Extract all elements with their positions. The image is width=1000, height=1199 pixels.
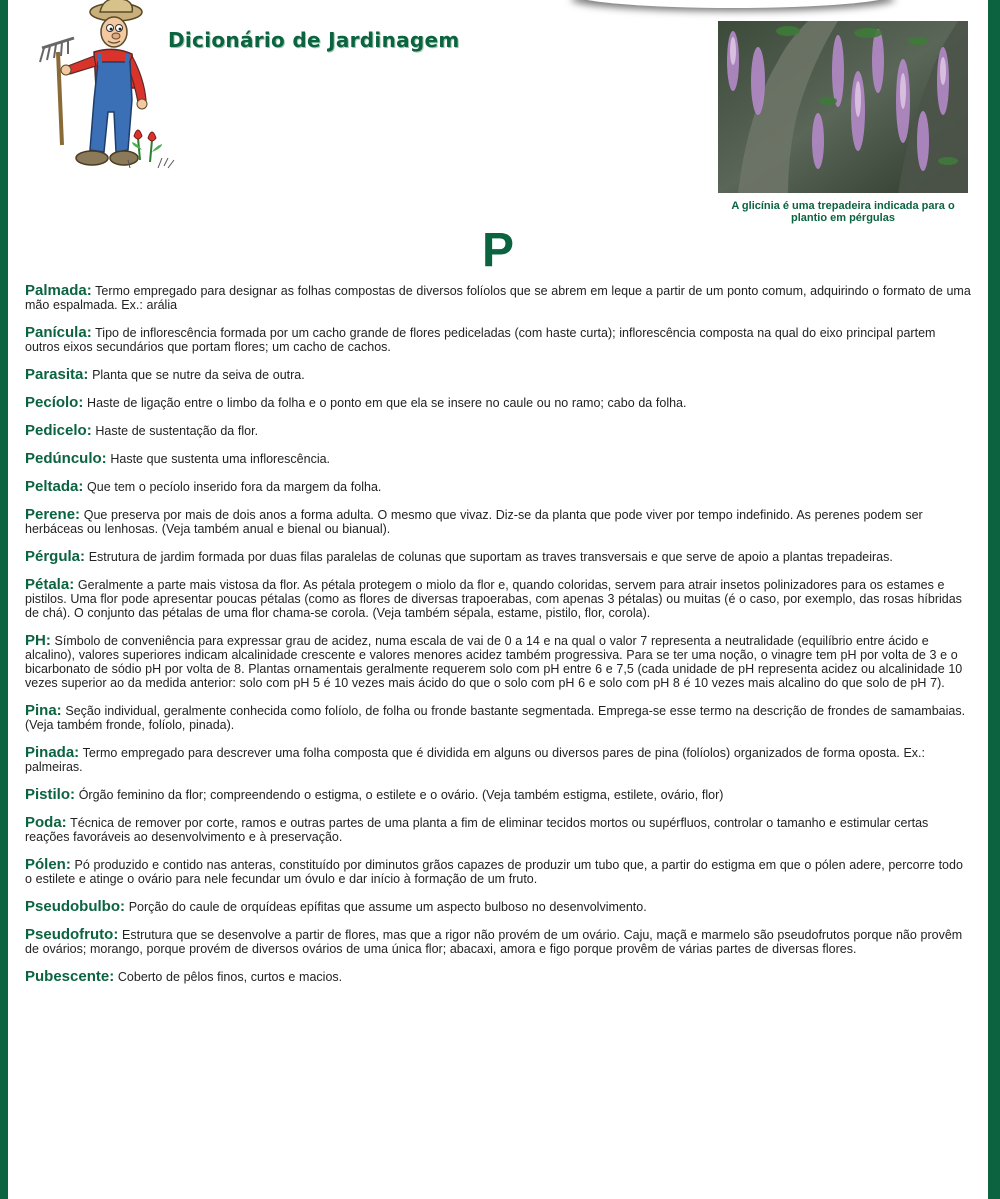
glossary-entry [25, 746, 971, 774]
glossary-entry [25, 816, 971, 844]
glossary-term: Parasita: [25, 366, 89, 383]
glossary-term: Panícula: [25, 324, 92, 341]
glossary-entry [25, 424, 971, 438]
glossary-definition: Haste de sustentação da flor. [95, 424, 259, 438]
glossary-term: Peltada: [25, 478, 84, 495]
glossary-term: Perene: [25, 506, 81, 523]
glossary-term: Pedicelo: [25, 422, 92, 439]
glossary-definition: Estrutura que se desenvolve a partir de flores, mas que a rigor não provém de um ovário. Caju, maçã e marmelo são pseudofrutos porque não provêm de ovários; morango, porque provém de diversos ovários de uma única flor; abacaxi, amora e figo porque provêm de várias partes de diversas flores. [25, 928, 963, 956]
glossary-definition: Que preserva por mais de dois anos a forma adulta. O mesmo que vivaz. Diz-se da planta que pode viver por tempo indefinido. As perenes podem ser herbáceas ou lenhosas. (Veja também anual e bienal ou bianual). [25, 508, 923, 536]
glossary-term: Pólen: [25, 856, 71, 873]
glossary-definition: Termo empregado para designar as folhas compostas de diversos folíolos que se abrem em leque a partir de um ponto comum, adquirindo o formato de uma mão espalmada. Ex.: arália [25, 284, 971, 312]
glossary-definition: Haste de ligação entre o limbo da folha e o ponto em que ela se insere no caule ou no ramo; cabo da folha. [87, 396, 687, 410]
glossary-entry [25, 928, 971, 956]
glossary-entry [25, 550, 971, 564]
glossary-term: PH: [25, 632, 51, 649]
glossary-term: Pseudofruto: [25, 926, 119, 943]
glossary-definition: Haste que sustenta uma inflorescência. [110, 452, 331, 466]
glossary-entry [25, 368, 971, 382]
glossary-entry [25, 970, 971, 984]
glossary-entry [25, 634, 971, 690]
glossary-term: Pétala: [25, 576, 75, 593]
wisteria-photo [718, 21, 968, 193]
glossary-term: Pecíolo: [25, 394, 84, 411]
glossary-definition: Órgão feminino da flor; compreendendo o estigma, o estilete e o ovário. (Veja também estigma, estilete, ovário, flor) [78, 788, 724, 802]
photo-caption: A glicínia é uma trepadeira indicada para o plantio em pérgulas [731, 200, 955, 224]
glossary-entry [25, 396, 971, 410]
glossary-definition: Porção do caule de orquídeas epífitas que assume um aspecto bulboso no desenvolvimento. [128, 900, 647, 914]
glossary-term: Pinada: [25, 744, 80, 761]
decorative-swoosh [568, 0, 898, 8]
glossary-term: Pseudobulbo: [25, 898, 125, 915]
glossary-term: Pina: [25, 702, 62, 719]
glossary-definition: Termo empregado para descrever uma folha composta que é dividida em alguns ou diversos pares de pina (folíolos) organizados de forma oposta. Ex.: palmeiras. [25, 746, 926, 774]
glossary-entry [25, 284, 971, 312]
glossary-term: Pubescente: [25, 968, 115, 985]
page [8, 0, 988, 1199]
glossary-entry [25, 900, 971, 914]
glossary-definition: Que tem o pecíolo inserido fora da margem da folha. [87, 480, 382, 494]
glossary-term: Pistilo: [25, 786, 76, 803]
glossary-entry [25, 326, 971, 354]
glossary-entry [25, 452, 971, 466]
glossary-list [25, 284, 971, 998]
glossary-term: Pedúnculo: [25, 450, 107, 467]
glossary-definition: Planta que se nutre da seiva de outra. [92, 368, 305, 382]
glossary-definition: Pó produzido e contido nas anteras, constituído por diminutos grãos capazes de produzir um tubo que, a partir do estigma em que o pólen adere, percorre todo o estilete e atinge o ovário para nele fecundar um óvulo e dar início à formação de um fruto. [25, 858, 963, 886]
glossary-term: Palmada: [25, 282, 92, 299]
glossary-definition: Coberto de pêlos finos, curtos e macios. [117, 970, 343, 984]
glossary-definition: Técnica de remover por corte, ramos e outras partes de uma planta a fim de eliminar tecidos mortos ou supérfluos, controlar o tamanho e estimular certas reações favoráveis ao desenvolvimento e à preservação. [25, 816, 929, 844]
glossary-definition: Estrutura de jardim formada por duas filas paralelas de colunas que suportam as traves transversais e que serve de apoio a plantas trepadeiras. [88, 550, 893, 564]
glossary-definition: Seção individual, geralmente conhecida como folíolo, de folha ou fronde bastante segmentada. Emprega-se esse termo na descrição de frondes de samambaias. (Veja também fronde, folíolo, pinada). [25, 704, 966, 732]
glossary-entry [25, 480, 971, 494]
glossary-definition: Símbolo de conveniência para expressar grau de acidez, numa escala de vai de 0 a 14 e na qual o valor 7 representa a neutralidade (equilíbrio entre ácido e alcalino), valores superiores indicam alcalinidade crescente e valores menores acidez também progressiva. Para se ter uma noção, o vinagre tem pH por volta de 3 e o bicarbonato de sódio pH por volta de 8. Plantas ornamentais geralmente requerem solo com pH entre 6 e 7,5 (cada unidade de pH representa acidez ou alcalinidade 10 vezes superior ao da medida anterior: solo com pH 5 é 10 vezes mais ácido do que o solo com pH 6 e solo com pH 8 é 10 vezes mais alcalino do que solo de pH 7). [25, 634, 963, 690]
glossary-definition: Tipo de inflorescência formada por um cacho grande de flores pediceladas (com haste curta); inflorescência composta na qual do eixo principal partem outros eixos secundários que portam flores; um cacho de cachos. [25, 326, 936, 354]
glossary-entry [25, 858, 971, 886]
glossary-entry [25, 578, 971, 620]
glossary-definition: Geralmente a parte mais vistosa da flor. As pétala protegem o miolo da flor e, quando coloridas, servem para atrair insetos polinizadores para os estames e pistilos. Uma flor pode apresentar poucas pétalas (como as flores de diversas trapoerabas, com apenas 3 pétalas) ou muitas (é o caso, por exemplo, das rosas híbridas de chá). O conjunto das pétalas de uma flor chama-se corola. (Veja também sépala, estame, pistilo, flor, corola). [25, 578, 962, 620]
gardener-illustration [28, 0, 178, 175]
letter-heading: P [481, 224, 514, 277]
glossary-entry [25, 788, 971, 802]
glossary-term: Pérgula: [25, 548, 86, 565]
glossary-entry [25, 508, 971, 536]
glossary-term: Poda: [25, 814, 67, 831]
glossary-entry [25, 704, 971, 732]
site-title: Dicionário de Jardinagem [168, 28, 460, 52]
